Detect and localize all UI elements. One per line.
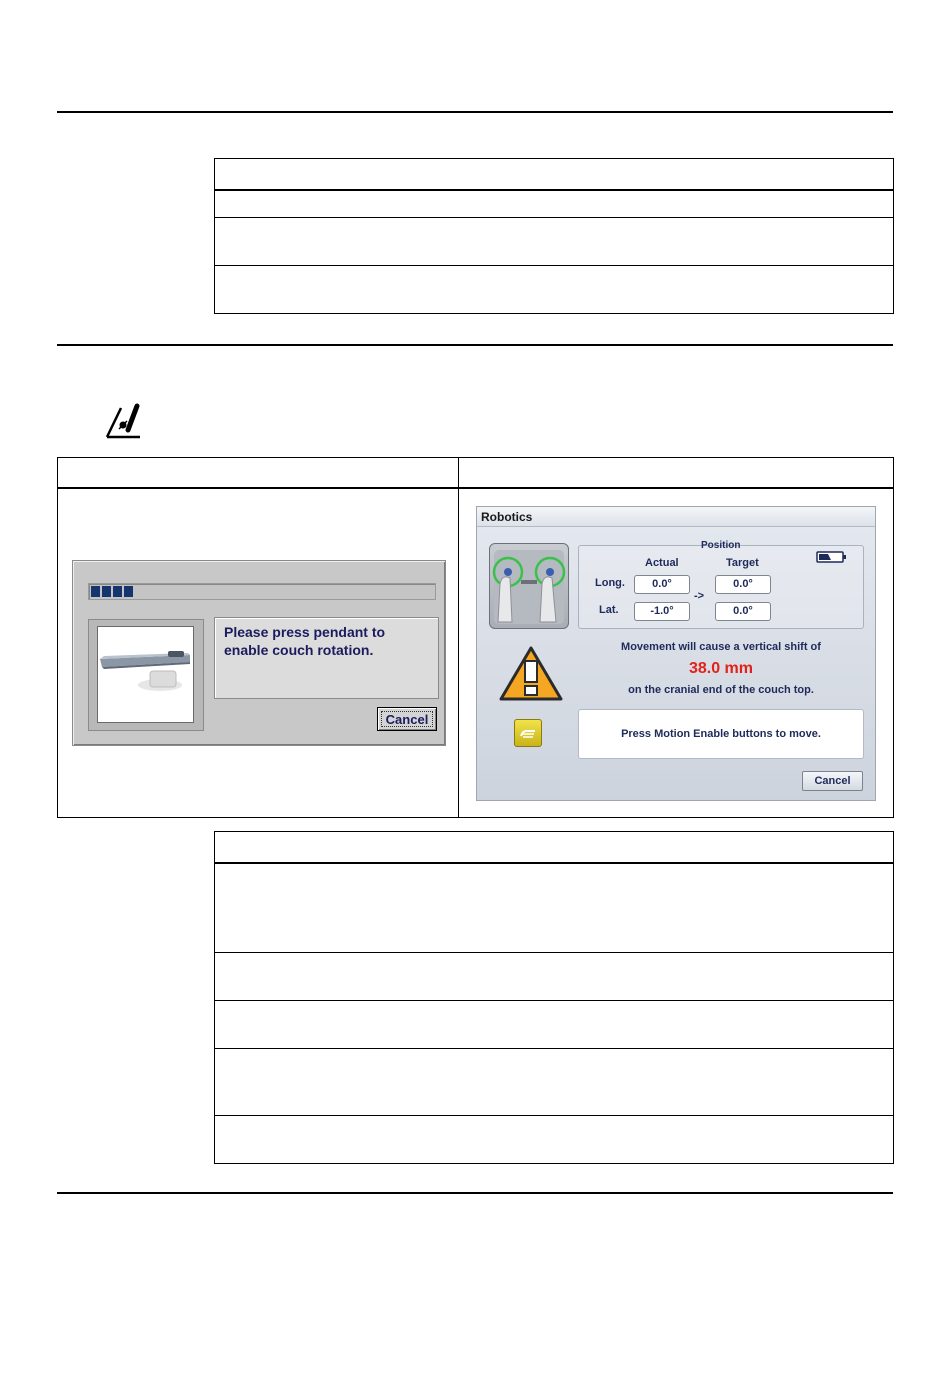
couch-thumbnail-frame (88, 619, 204, 731)
bottom-table (214, 831, 894, 1164)
pendant-message: Please press pendant to enable couch rotation. (214, 617, 439, 699)
warning-line-2: on the cranial end of the couch top. (628, 684, 814, 696)
header-rule (57, 111, 893, 113)
long-target-field: 0.0° (715, 575, 771, 594)
progress-bar (88, 583, 436, 600)
footer-rule (57, 1192, 893, 1194)
vertical-shift-value: 38.0 mm (688, 660, 754, 677)
pendant-image (489, 543, 569, 629)
actual-column-label: Actual (645, 557, 679, 569)
table-cell (215, 863, 894, 953)
motion-enable-icon (514, 719, 542, 747)
table-cell (215, 1049, 894, 1116)
arrow-label: -> (694, 590, 705, 602)
cancel-button[interactable]: Cancel (377, 707, 437, 731)
warning-icon (498, 645, 564, 703)
long-row-label: Long. (595, 577, 625, 589)
screenshot-header-right (459, 458, 894, 488)
table-header-cell (215, 159, 894, 190)
battery-icon (816, 550, 848, 564)
progress-segment (124, 586, 133, 597)
dialog-title: Robotics (477, 507, 875, 527)
table-header-cell (215, 832, 894, 863)
table-cell (215, 266, 894, 314)
table-cell (215, 218, 894, 266)
table-cell (215, 190, 894, 218)
screenshot-header-left (58, 458, 459, 488)
couch-image (97, 626, 194, 723)
table-cell (215, 953, 894, 1001)
top-table (214, 158, 894, 314)
instruction-box: Press Motion Enable buttons to move. (578, 709, 864, 759)
lat-actual-field: -1.0° (634, 602, 690, 621)
position-heading: Position (701, 540, 741, 551)
section-rule-1 (57, 344, 893, 346)
progress-segment (102, 586, 111, 597)
table-cell (215, 1001, 894, 1049)
pendant-dialog (72, 560, 446, 746)
target-column-label: Target (726, 557, 759, 569)
long-actual-field: 0.0° (634, 575, 690, 594)
couch-icon (98, 627, 193, 722)
table-cell (215, 1116, 894, 1164)
progress-segment (91, 586, 100, 597)
progress-segment (113, 586, 122, 597)
robotics-dialog (476, 506, 876, 801)
pendant-hands-icon (490, 544, 568, 628)
lat-row-label: Lat. (599, 604, 619, 616)
warning-line-1: Movement will cause a vertical shift of (621, 641, 821, 653)
lat-target-field: 0.0° (715, 602, 771, 621)
robotics-cancel-button[interactable]: Cancel (802, 771, 863, 791)
note-pencil-icon (104, 402, 144, 440)
